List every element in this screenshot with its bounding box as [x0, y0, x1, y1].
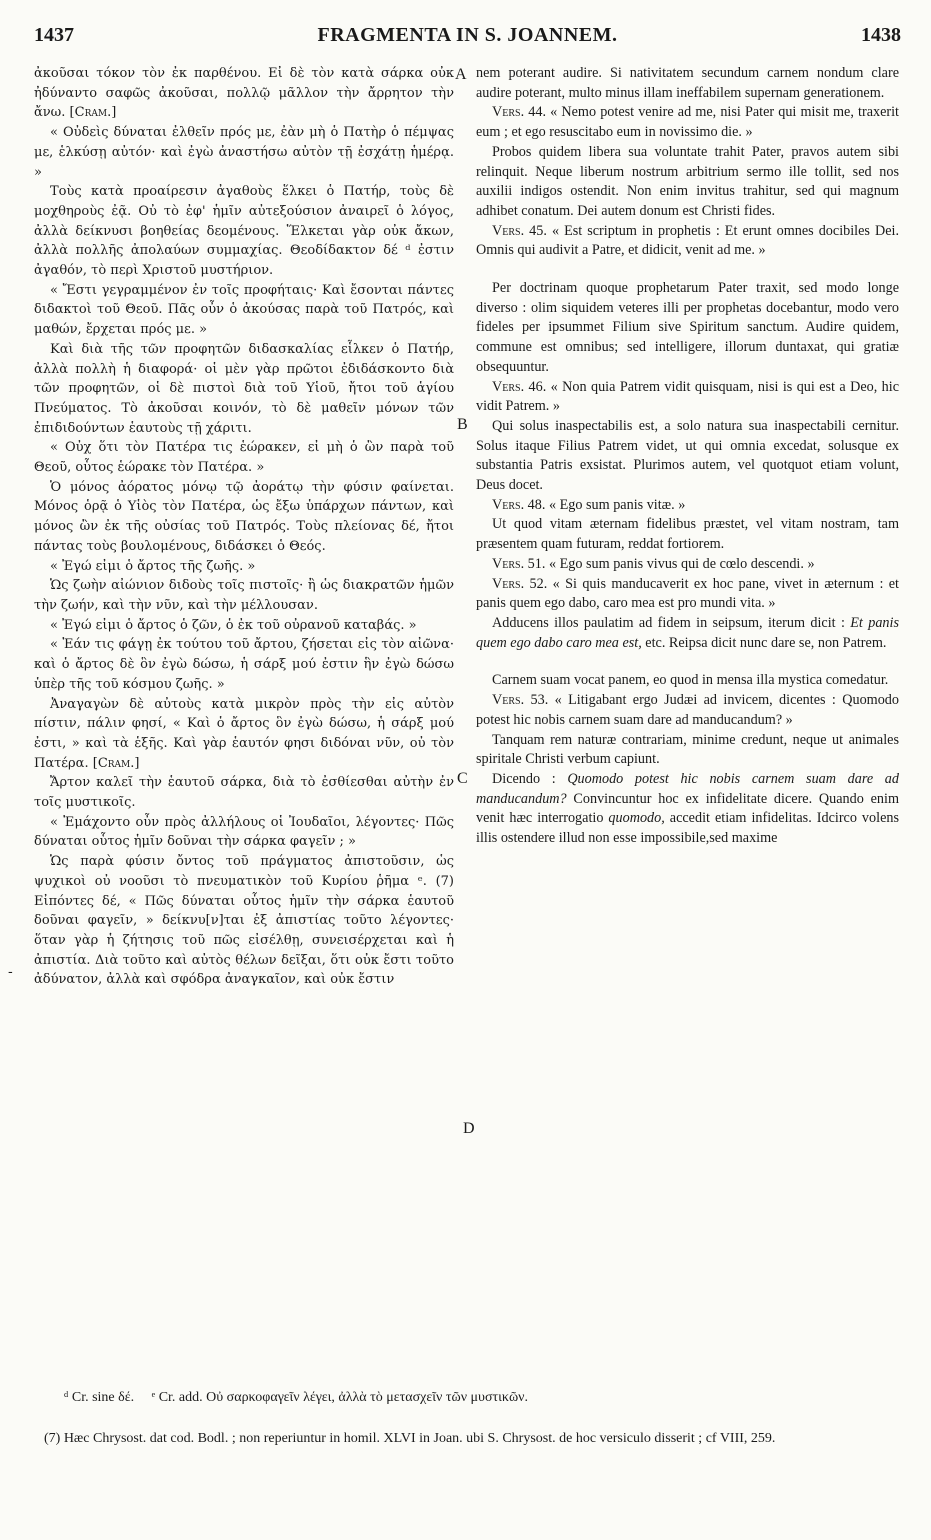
page-header [34, 24, 901, 54]
verse-number: Vers. 52. [492, 575, 548, 592]
greek-paragraph: Ὡς ζωὴν αἰώνιον διδοὺς τοῖς πιστοῖς· ἢ ὡς διακρατῶν ἡμῶν τὴν ζωήν, καὶ τὴν νῦν, καὶ τὴν μέλλουσαν. [34, 578, 454, 613]
latin-paragraph: Tanquam rem naturæ contrariam, minime credunt, neque ut animales spiritale Christi verbum capiunt. [476, 731, 899, 768]
latin-paragraph: Probos quidem libera sua voluntate trahit Pater, pravos autem sibi relinquit. Neque liberum nostrum arbitrium sermo ille tollit, sed nos auxilii indigos ostendit. Non enim invitus trahitur, sed qui magnum adhibet conatum. Dei autem donum est Christi fides. [476, 143, 899, 219]
margin-marker-d: D [463, 1120, 475, 1137]
margin-dash: - [8, 964, 13, 980]
greek-verse-quote: « Ἐάν τις φάγῃ ἐκ τούτου τοῦ ἄρτου, ζήσεται εἰς τὸν αἰῶνα· καὶ ὁ ἄρτος δὲ ὃν ἐγὼ δώσω, ἡ σάρξ μού ἐστιν ἣν ἐγὼ δώσω ὑπὲρ τῆς τοῦ κόσμου ζωῆς. » [34, 637, 454, 692]
running-title: FRAGMENTA IN S. JOANNEM. [317, 24, 618, 46]
apparatus-footnotes [64, 1390, 901, 1406]
greek-paragraph: Τοὺς κατὰ προαίρεσιν ἀγαθοὺς ἕλκει ὁ Πατήρ, τοὺς δὲ μοχθηροὺς ἐᾷ. Οὐ τὸ ἐφ' ἡμῖν αὐτεξούσιον ἀναιρεῖ ὁ λόγος, ἀλλὰ δείκνυσι βοηθείας δεομένους. Ἕλκεται γὰρ οὐκ ἄκων, ἀλλὰ πολλῆς ἀπολαύων συμμαχίας. Θεοδίδακτον δέ ᵈ ἐστιν ἀγαθόν, τὸ περὶ Χριστοῦ μυστήριον. [34, 184, 454, 279]
verse-number: Vers. 44. [492, 104, 547, 121]
latin-verse-quote: Vers. 51. « Ego sum panis vivus qui de cœlo descendi. » [492, 555, 815, 572]
greek-paragraph: Ὡς παρὰ φύσιν ὄντος τοῦ πράγματος ἀπιστοῦσιν, ὡς ψυχικοὶ οὐ νοοῦσι τὸ πνευματικὸν τοῦ Κυρίου ῥῆμα ᵉ. (7) Εἰπόντες δέ, « Πῶς δύναται οὗτος ἡμῖν τὴν σάρκα ἑαυτοῦ δοῦναι φαγεῖν, » δείκνυ[ν]ται ἐξ ἀπιστίας τοῦτο λέγοντες· ὅταν γὰρ ἡ ζήτησις τοῦ πῶς εἰσέλθῃ, συνεισέρχεται καὶ ἡ ἀπιστία. Διὰ τοῦτο καὶ αὐτὸς θέλων δεῖξαι, ὅτι οὐκ ἔστι τοῦτο ἀδύνατον, ἀλλὰ καὶ σφόδρα ἀναγκαῖον, καὶ οὐκ ἔστιν [34, 854, 454, 988]
page-number-left: 1437 [34, 24, 74, 46]
verse-number: Vers. 46. [492, 378, 547, 395]
page-number-right: 1438 [861, 24, 901, 46]
margin-marker-a: A [455, 66, 467, 83]
footnote-e: ᵉ Cr. add. Οὐ σαρκοφαγεῖν λέγει, ἀλλὰ τὸ μετασχεῖν τῶν μυστικῶν. [151, 1390, 528, 1405]
latin-verse-quote: Vers. 52. « Si quis manducaverit ex hoc pane, vivet in æternum : et panis quem ego dabo, caro mea est pro mundi vita. » [476, 575, 899, 612]
footnote-7: (7) Hæc Chrysost. dat cod. Bodl. ; non reperiuntur in homil. XLVI in Joan. ubi S. Chrysost. de hoc versiculo disserit ; cf VIII, 259. [44, 1431, 776, 1446]
greek-paragraph: Ὁ μόνος ἀόρατος μόνῳ τῷ ἀοράτῳ τὴν φύσιν φαίνεται. Μόνος ὁρᾷ ὁ Υἱὸς τὸν Πατέρα, ὡς ἔξω ὑπάρχων πάντων, καὶ μόνος ὢν ἐκ τῆς οὐσίας τοῦ Πατρός. Τοὺς πλείονας δέ, ἤτοι πάντας τοὺς βουλομένους, διδάσκει ὁ Θεός. [34, 479, 454, 554]
greek-verse-quote: « Οὐχ ὅτι τὸν Πατέρα τις ἑώρακεν, εἰ μὴ ὁ ὢν παρὰ τοῦ Θεοῦ, οὗτος ἑώρακε τὸν Πατέρα. » [34, 440, 454, 476]
verse-number: Vers. 48. [492, 496, 546, 513]
latin-column [476, 64, 899, 1384]
latin-verse-quote: Vers. 48. « Ego sum panis vitæ. » [492, 496, 686, 513]
greek-column [34, 64, 454, 1384]
latin-paragraph: Qui solus inaspectabilis est, a solo natura sua inaspectabili cernitur. Solus itaque Filius Patrem videt, ut qui omnia excedat, solusque ex substantia Patris exsistat. Plurimos autem, vel quotquot etiam volunt, Deus docet. [476, 417, 899, 494]
latin-paragraph: Carnem suam vocat panem, eo quod in mensa illa mystica comedatur. [492, 672, 889, 689]
latin-paragraph: Per doctrinam quoque prophetarum Pater traxit, sed modo longe diverso : olim siquidem veteres illi per prophetas docebantur, modo vero fideles per ipsummet Filium sive Spiritum sanctum. Audire quidem, commune est omnibus; sed intelligere, illorum duntaxat, qui gratiæ obsequuntur. [476, 280, 899, 375]
greek-verse-quote: « Ἐγώ εἰμι ὁ ἄρτος τῆς ζωῆς. » [50, 558, 256, 574]
greek-paragraph: Καὶ διὰ τῆς τῶν προφητῶν διδασκαλίας εἷλκεν ὁ Πατήρ, ἀλλὰ πολλὴ ἡ διαφορά· οἱ μὲν γὰρ πρῶτοι ἐδιδάσκοντο διὰ τῶν προφητῶν, οἱ δὲ πιστοὶ διὰ τοῦ Υἱοῦ, ἤτοι τοῦ ἁγίου Πνεύματος. Τὸ ἀκοῦσαι κοινόν, τὸ δὲ μαθεῖν μόνων τῶν ἐπιδιδούντων ἑαυτοὺς τῇ χάριτι. [34, 341, 454, 436]
footnote-d: ᵈ Cr. sine δέ. [64, 1390, 135, 1405]
greek-verse-quote: « Ἔστι γεγραμμένον ἐν τοῖς προφήταις· Καὶ ἔσονται πάντες διδακτοὶ τοῦ Θεοῦ. Πᾶς οὖν ὁ ἀκούσας παρὰ τοῦ Πατρός, καὶ μαθών, ἔρχεται πρός με. » [34, 282, 454, 338]
latin-paragraph: Dicendo : Quomodo potest hic nobis carnem suam dare ad manducandum? Convincuntur hoc ex infidelitate dicere. Quando enim venit hæc interrogatio quomodo, accedit etiam infidelitas. Idcirco volens illis ostendere illud non esse impossibile,sed maxime [476, 770, 899, 847]
greek-verse-quote: « Οὐδεὶς δύναται ἐλθεῖν πρός με, ἐὰν μὴ ὁ Πατὴρ ὁ πέμψας με, ἑλκύσῃ αὐτόν· καὶ ἐγὼ ἀναστήσω αὐτὸν τῇ ἐσχάτῃ ἡμέρᾳ. » [34, 125, 454, 180]
greek-verse-quote: « Ἐγώ εἰμι ὁ ἄρτος ὁ ζῶν, ὁ ἐκ τοῦ οὐρανοῦ καταβάς. » [50, 617, 417, 633]
greek-paragraph: ἀκοῦσαι τόκον τὸν ἐκ παρθένου. Εἰ δὲ τὸν κατὰ σάρκα οὐκ ἠδύναντο σαφῶς ἀκοῦσαι, πολλῷ μᾶλλον τὴν ἄρρητον τὴν ἄνω. [Cram.] [34, 66, 454, 121]
latin-paragraph: nem poterant audire. Si nativitatem secundum carnem nondum clare audire poterant, multo minus illam ineffabilem supernam generationem. [476, 65, 899, 101]
greek-paragraph: Ἀναγαγὼν δὲ αὐτοὺς κατὰ μικρὸν πρὸς τὴν εἰς αὐτὸν πίστιν, πάλιν φησί, « Καὶ ὁ ἄρτος ὃν ἐγὼ δώσω, ἡ σάρξ μού ἐστι, » καὶ τὰ ἑξῆς. Καὶ γὰρ ἑαυτόν φησι διδόναι νῦν, οὐ τὸν Πατέρα. [Cram.] [34, 696, 454, 771]
verse-number: Vers. 53. [492, 692, 549, 709]
latin-verse-quote: Vers. 53. « Litigabant ergo Judæi ad invicem, dicentes : Quomodo potest hic nobis carnem suam dare ad manducandum? » [476, 692, 899, 728]
margin-marker-b: B [457, 416, 468, 433]
latin-verse-quote: Vers. 46. « Non quia Patrem vidit quisquam, nisi is qui est a Deo, hic vidit Patrem. » [476, 378, 899, 415]
greek-verse-quote: « Ἐμάχοντο οὖν πρὸς ἀλλήλους οἱ Ἰουδαῖοι, λέγοντες· Πῶς δύναται οὗτος ἡμῖν δοῦναι τὴν σάρκα φαγεῖν ; » [34, 814, 454, 850]
latin-paragraph: Adducens illos paulatim ad fidem in seipsum, iterum dicit : Et panis quem ego dabo caro mea est, etc. Reipsa dicit nunc dare se, non Patrem. [476, 614, 899, 651]
latin-paragraph: Ut quod vitam æternam fidelibus præstet, vel vitam nostram, tam præsentem quam futuram, reddat fortiorem. [476, 516, 899, 553]
latin-verse-quote: Vers. 44. « Nemo potest venire ad me, nisi Pater qui misit me, traxerit eum ; et ego resuscitabo eum in novissimo die. » [476, 104, 899, 141]
verse-number: Vers. 45. [492, 222, 547, 239]
margin-marker-c: C [457, 770, 468, 787]
latin-verse-quote: Vers. 45. « Est scriptum in prophetis : Et erunt omnes docibiles Dei. Omnis qui audivit a Patre, et didicit, venit ad me. » [476, 222, 899, 259]
greek-paragraph: Ἄρτον καλεῖ τὴν ἑαυτοῦ σάρκα, διὰ τὸ ἐσθίεσθαι αὐτὴν ἐν τοῖς μυστικοῖς. [34, 775, 454, 811]
verse-number: Vers. 51. [492, 555, 546, 572]
